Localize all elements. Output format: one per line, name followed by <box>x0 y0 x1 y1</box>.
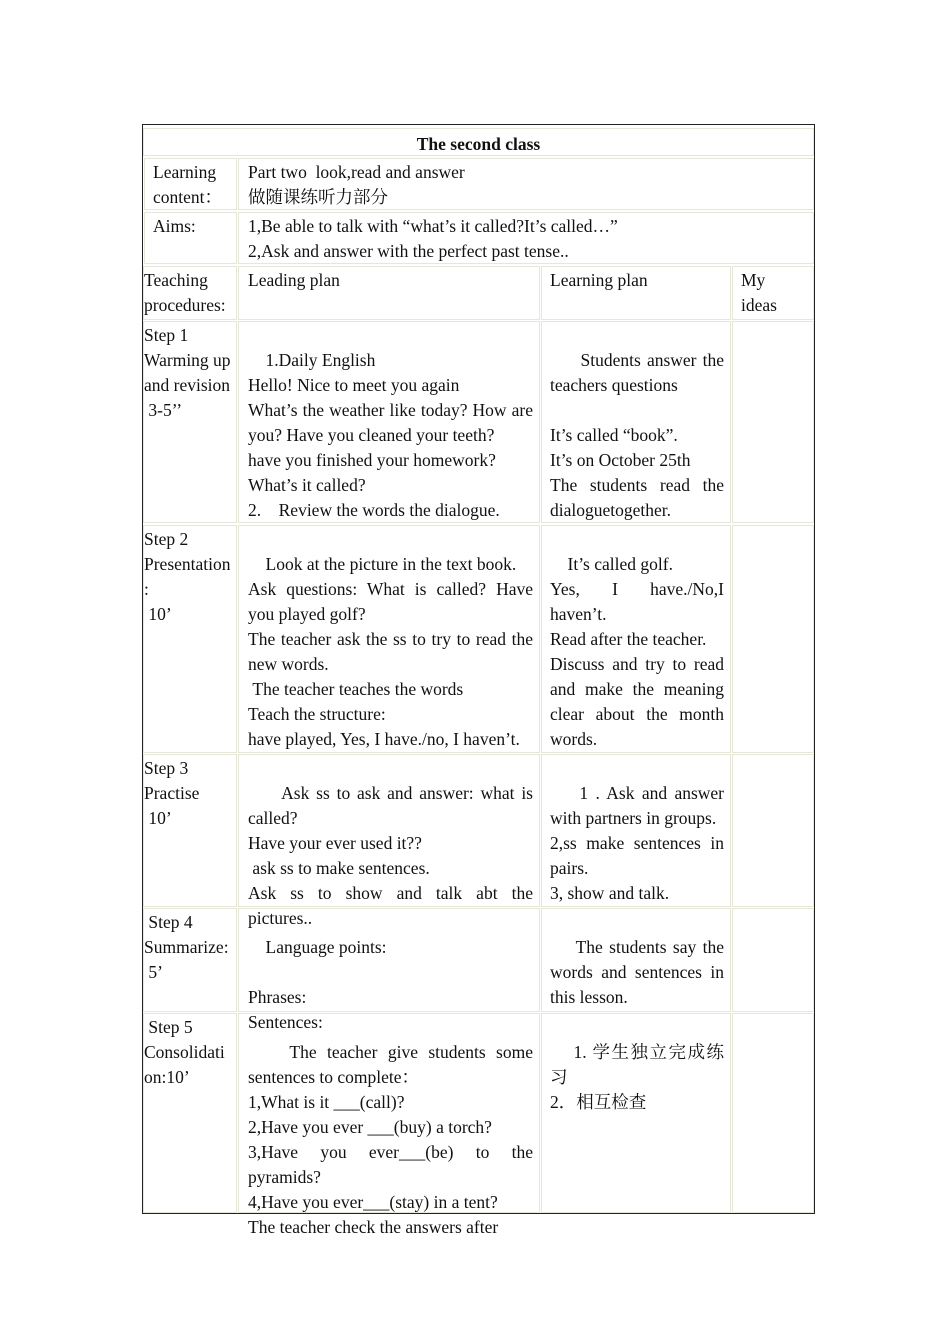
learning-plan-cell <box>541 1013 731 1213</box>
aims-line: 1,Be able to talk with “what’s it called?It’s called…” <box>248 216 618 236</box>
step-line: 3-5’’ <box>144 400 183 420</box>
step-line: Summarize: <box>144 937 229 957</box>
step-line: Warming up <box>144 350 231 370</box>
learning-plan-text: It’s called golf. Yes, I have./No,I haven’t. Read after the teacher. Discuss and try to read and make the meaning clear about the month words. <box>550 554 724 749</box>
step-line: Step 3 <box>144 758 189 778</box>
leading-plan-cell <box>238 908 540 1032</box>
learning-plan-text: 1 . Ask and answer with partners in groups. 2,ss make sentences in pairs. 3, show and talk. <box>550 783 724 903</box>
learning-plan-text: 1. 学生独立完成练习 2．相互检查 <box>550 1042 724 1112</box>
step-cell <box>143 908 237 1012</box>
step-line: Step 2 <box>144 529 189 549</box>
lesson-plan-table <box>142 124 815 1237</box>
leading-plan-text: 1.Daily English Hello! Nice to meet you again What’s the weather like today? How are you? Have you cleaned your teeth? have you finished your homework? What’s it called? 2. Review the words the dialogue. <box>248 350 533 520</box>
learning-content-line: Part two look,read and answer <box>248 162 465 182</box>
step-cell <box>143 525 237 753</box>
learning-content-line: 做随课练听力部分 <box>248 187 388 207</box>
leading-plan-text: Look at the picture in the text book. Ask questions: What is called? Have you played golf? The teacher ask the ss to try to read the new words. The teacher teaches the words Teach the structure: have played, Yes, I have./no, I haven’t. <box>248 554 533 749</box>
learning-plan-text: Students answer the teachers questions It’s called “book”. It’s on October 25th The students read the dialoguetogether. <box>550 350 724 520</box>
procedures-header: Teaching procedures: <box>144 270 226 315</box>
step-cell <box>143 1013 237 1213</box>
aims-line: 2,Ask and answer with the perfect past tense.. <box>248 241 569 261</box>
leading-plan-header: Leading plan <box>248 270 340 290</box>
learning-plan-cell <box>541 525 731 753</box>
leading-plan-text: Language points: Phrases: Sentences: <box>248 937 387 1032</box>
step-line: Step 1 <box>144 325 189 345</box>
learning-plan-cell <box>541 908 731 1012</box>
step-line: on:10’ <box>144 1067 190 1087</box>
step-line: : <box>144 579 149 599</box>
my-ideas-cell <box>732 1013 814 1213</box>
table-title-cell <box>143 128 814 156</box>
learning-plan-header: Learning plan <box>550 270 648 290</box>
learning-content-label: Learning content： <box>153 162 223 207</box>
step-line: Step 5 <box>144 1017 193 1037</box>
step-line: Consolidati <box>144 1042 225 1062</box>
step-cell <box>143 321 237 523</box>
leading-plan-text: The teacher give students some sentences to complete： 1,What is it ___(call)? 2,Have you ever ___(buy) a torch? 3,Have you ever___(be) to the pyramids? 4,Have you ever___(stay) in a tent? The teacher check the answers after <box>248 1042 533 1237</box>
aims-label-cell <box>144 212 237 264</box>
leading-plan-cell <box>238 1013 540 1237</box>
my-ideas-cell <box>732 321 814 523</box>
step-line: 5’ <box>144 962 163 982</box>
learning-plan-header-cell <box>541 266 731 320</box>
aims-label: Aims: <box>153 216 196 236</box>
my-ideas-cell <box>732 908 814 1012</box>
leading-plan-text: Ask ss to ask and answer: what is called? Have your ever used it?? ask ss to make sentences. Ask ss to show and talk abt the pictures.. <box>248 783 533 928</box>
step-line: Practise <box>144 783 200 803</box>
learning-content-cell <box>238 158 814 210</box>
leading-plan-cell <box>238 321 540 523</box>
my-ideas-header-cell <box>732 266 814 320</box>
learning-content-label-cell <box>144 158 237 210</box>
page-title: The second class <box>416 134 541 154</box>
leading-plan-cell <box>238 525 540 753</box>
learning-plan-text: The students say the words and sentences in this lesson. <box>550 937 729 1007</box>
aims-cell <box>238 212 814 264</box>
step-cell <box>143 754 237 907</box>
learning-plan-cell <box>541 754 731 907</box>
leading-plan-header-cell <box>238 266 540 320</box>
step-line: 10’ <box>144 808 172 828</box>
procedures-header-cell <box>143 266 237 320</box>
my-ideas-header: My ideas <box>741 270 777 315</box>
my-ideas-cell <box>732 754 814 907</box>
step-line: Step 4 <box>144 912 193 932</box>
my-ideas-cell <box>732 525 814 753</box>
leading-plan-cell <box>238 754 540 928</box>
step-line: Presentation <box>144 554 231 574</box>
step-line: 10’ <box>144 604 172 624</box>
step-line: and revision <box>144 375 231 395</box>
learning-plan-cell <box>541 321 731 523</box>
